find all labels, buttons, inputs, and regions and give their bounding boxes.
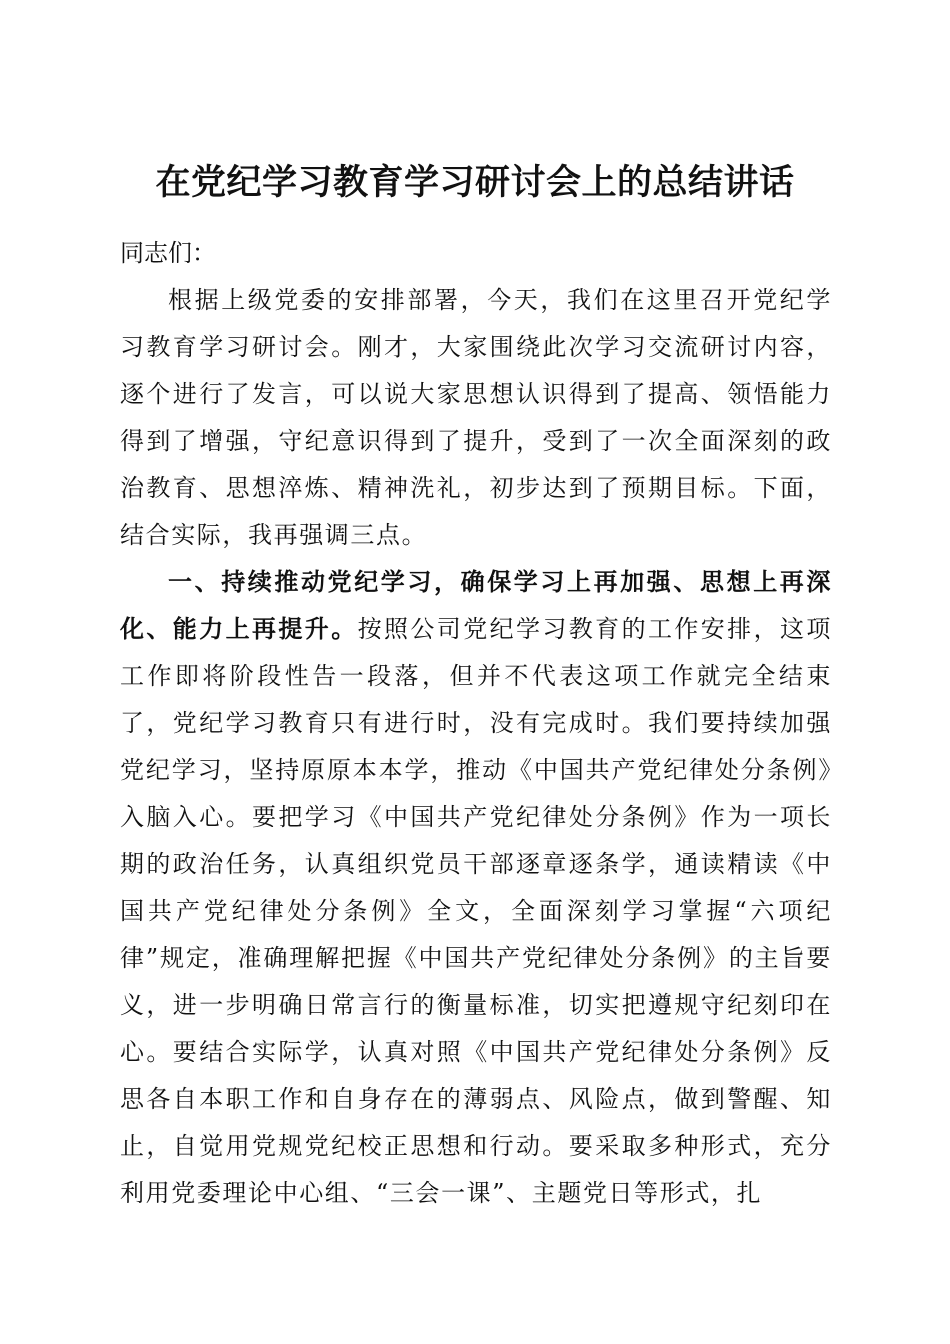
section-one-heading: 一、持续推动党纪学习，确保学习上再加强、思想上再深化、能力上再提升。 — [120, 568, 832, 643]
paragraph-intro: 根据上级党委的安排部署，今天，我们在这里召开党纪学习教育学习研讨会。刚才，大家围绕此次学习交流研讨内容，逐个进行了发言，可以说大家思想认识得到了提高、领悟能力得到了增强，守纪意识得到了提升，受到了一次全面深刻的政治教育、思想淬炼、精神洗礼，初步达到了预期目标。下面，结合实际，我再强调三点。 — [120, 286, 832, 549]
salutation: 同志们： — [120, 239, 216, 267]
document-body — [120, 230, 832, 1217]
paragraph-section-one — [120, 559, 832, 1217]
document-title: 在党纪学习教育学习研讨会上的总结讲话 — [155, 162, 795, 204]
section-one-body: 按照公司党纪学习教育的工作安排，这项工作即将阶段性告一段落，但并不代表这项工作就完全结束了，党纪学习教育只有进行时，没有完成时。我们要持续加强党纪学习，坚持原原本本学，推动《中国共产党纪律处分条例》入脑入心。要把学习《中国共产党纪律处分条例》作为一项长期的政治任务，认真组织党员干部逐章逐条学，通读精读《中国共产党纪律处分条例》全文，全面深刻学习掌握“六项纪律”规定，准确理解把握《中国共产党纪律处分条例》的主旨要义，进一步明确日常言行的衡量标准，切实把遵规守纪刻印在心。要结合实际学，认真对照《中国共产党纪律处分条例》反思各自本职工作和自身存在的薄弱点、风险点，做到警醒、知止，自觉用党规党纪校正思想和行动。要采取多种形式，充分利用党委理论中心组、“三会一课”、主题党日等形式，扎 — [120, 615, 832, 1207]
